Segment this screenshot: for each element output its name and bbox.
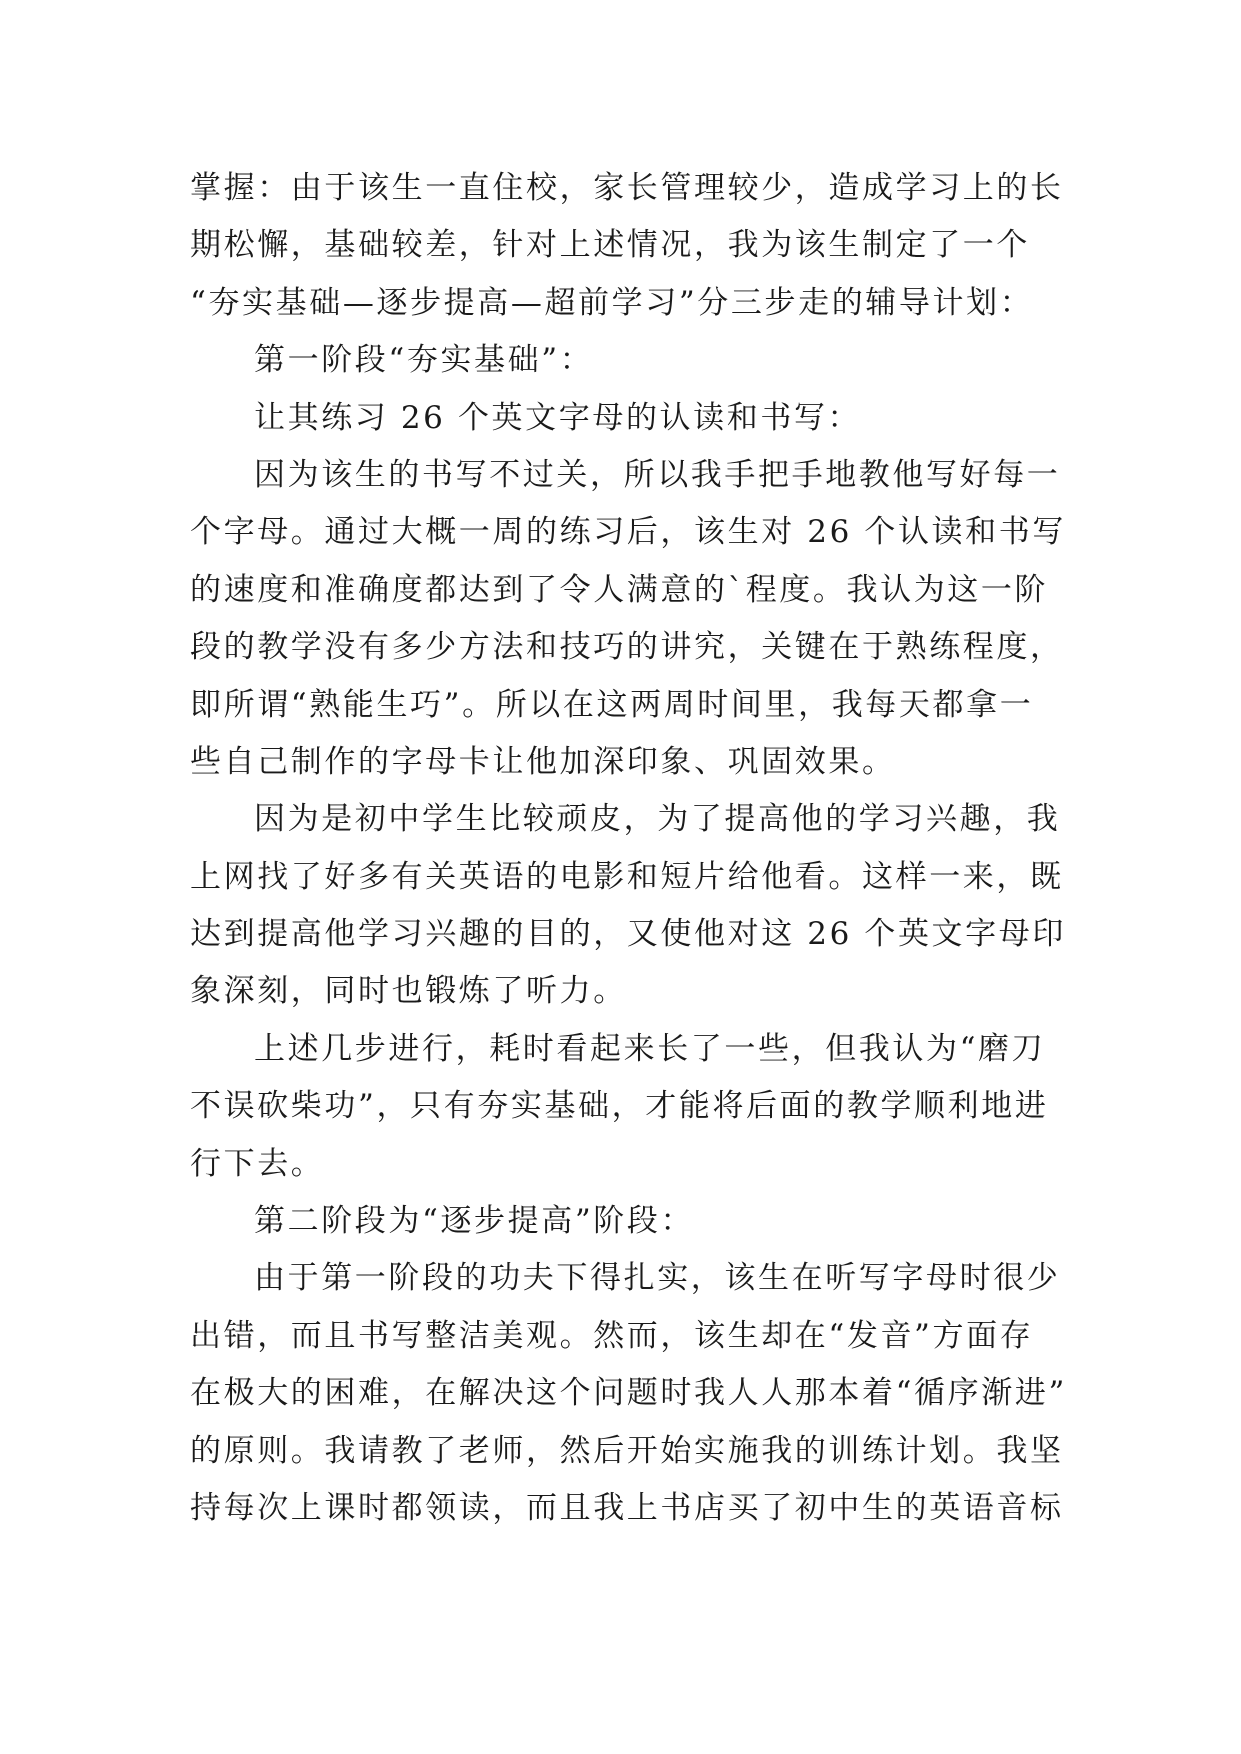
text-line: 第一阶段“夯实基础”：: [254, 342, 594, 379]
text-line: 掌握：由于该生一直住校，家长管理较少，造成学习上的长: [190, 170, 1064, 206]
text-line: 上网找了好多有关英语的电影和短片给他看。这样一来，既: [190, 858, 1064, 895]
text-line: 些自己制作的字母卡让他加深印象、巩固效果。: [190, 743, 896, 780]
text-line: 因为是初中学生比较顽皮，为了提高他的学习兴趣，我: [254, 801, 1061, 838]
document-body: [190, 160, 1065, 1537]
text-line: 上述几步进行，耗时看起来长了一些，但我认为“磨刀: [254, 1030, 1046, 1067]
text-line: 持每次上课时都领读，而且我上书店买了初中生的英语音标: [190, 1489, 1064, 1526]
text-line: 行下去。: [190, 1145, 325, 1182]
text-line: 期松懈，基础较差，针对上述情况，我为该生制定了一个: [190, 227, 1030, 264]
text-line: 个字母。通过大概一周的练习后，该生对 26 个认读和书写: [190, 514, 1066, 551]
text-line: 达到提高他学习兴趣的目的，又使他对这 26 个英文字母印: [190, 916, 1066, 953]
text-line: 让其练习 26 个英文字母的认读和书写：: [254, 399, 862, 436]
text-line: 由于第一阶段的功夫下得扎实，该生在听写字母时很少: [254, 1260, 1061, 1297]
text-line: “夯实基础—逐步提高—超前学习”分三步走的辅导计划：: [190, 284, 1034, 321]
text-line: 即所谓“熟能生巧”。所以在这两周时间里，我每天都拿一: [190, 686, 1034, 723]
text-line: 因为该生的书写不过关，所以我手把手地教他写好每一: [254, 456, 1061, 493]
text-line: 的速度和准确度都达到了令人满意的`程度。我认为这一阶: [190, 571, 1049, 608]
text-line: 的原则。我请教了老师，然后开始实施我的训练计划。我坚: [190, 1432, 1064, 1469]
text-line: 段的教学没有多少方法和技巧的讲究，关键在于熟练程度，: [190, 629, 1064, 666]
text-line: 第二阶段为“逐步提高”阶段：: [254, 1203, 695, 1240]
text-line: 在极大的困难，在解决这个问题时我人人那本着“循序渐进”: [190, 1375, 1067, 1412]
text-line: 象深刻，同时也锻炼了听力。: [190, 973, 627, 1010]
text-line: 不误砍柴功”，只有夯实基础，才能将后面的教学顺利地进: [190, 1088, 1049, 1125]
text-line: 出错，而且书写整洁美观。然而，该生却在“发音”方面存: [190, 1317, 1034, 1354]
